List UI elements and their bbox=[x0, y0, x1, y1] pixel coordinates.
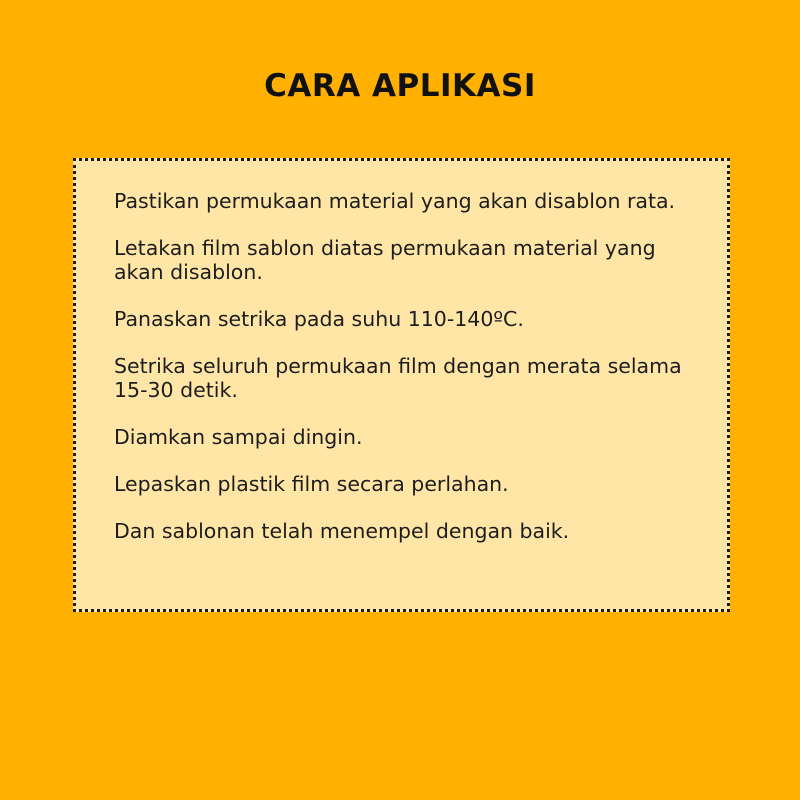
step-item: Diamkan sampai dingin. bbox=[114, 425, 363, 449]
step-item: Panaskan setrika pada suhu 110-140ºC. bbox=[114, 307, 524, 331]
instructions-card bbox=[73, 158, 730, 612]
step-item: Letakan film sablon diatas permukaan material yang akan disablon. bbox=[114, 236, 656, 284]
step-item: Setrika seluruh permukaan film dengan merata selama 15-30 detik. bbox=[114, 354, 682, 402]
step-item: Lepaskan plastik film secara perlahan. bbox=[114, 472, 509, 496]
step-item: Pastikan permukaan material yang akan disablon rata. bbox=[114, 189, 676, 213]
step-item: Dan sablonan telah menempel dengan baik. bbox=[114, 519, 570, 543]
page-title: CARA APLIKASI bbox=[264, 68, 536, 104]
